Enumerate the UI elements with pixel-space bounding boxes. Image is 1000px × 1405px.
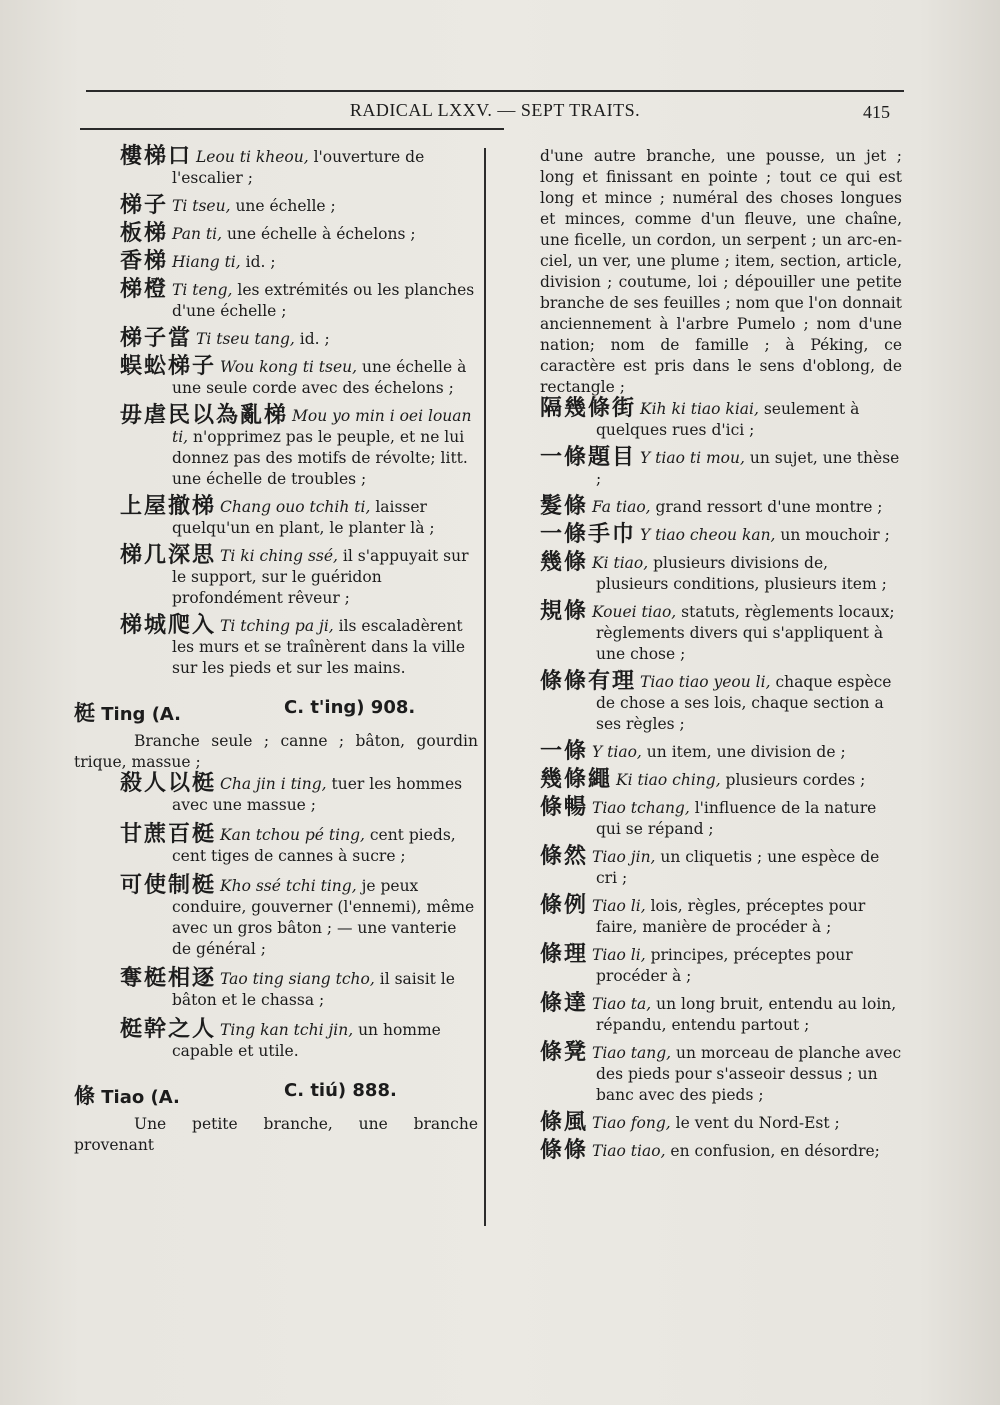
entry-hanzi: 梯几深思: [120, 543, 217, 568]
entry-definition: grand ressort d'une montre ;: [650, 498, 883, 516]
entry-hanzi: 條達: [540, 991, 589, 1016]
entry-romanization: Chang ouo tchih ti,: [220, 498, 371, 516]
entry-hanzi: 條條: [540, 1138, 589, 1163]
right-column: [540, 146, 902, 1162]
entry-romanization: Tiao fong,: [592, 1114, 671, 1132]
entry-romanization: Pan ti,: [172, 225, 223, 243]
dictionary-entry: [540, 447, 902, 490]
entry-definition: un cliquetis ; une espèce de cri ;: [596, 848, 880, 887]
ting-name: Ting (A.: [101, 704, 182, 725]
entry-definition: en confusion, en désordre;: [665, 1142, 880, 1160]
dictionary-entry: [540, 895, 902, 938]
entry-definition: une échelle à échelons ;: [222, 225, 416, 243]
entry-romanization: Tiao ta,: [592, 995, 652, 1013]
dictionary-entry: [74, 146, 478, 189]
left-column: [74, 146, 478, 1156]
tiao-description-continued: d'une autre branche, une pousse, un jet ; long et finissant en pointe ; tout ce qui est long et mince ; numéral des choses longues et minces, comme d'un fleuve, une chaîne, une ficelle, un cordon, un serpent ; un arc-en-ciel, un ver, une plume ; item, section, article, division ; coutume, loi ; dépouiller une petite branche de ses feuilles ; nom que l'on donnait anciennement à l'arbre Pumelo ; nom d'une nation; nom de famille ; à Péking, ce caractère est pris dans le sens d'oblong, de rectangle ;: [540, 147, 902, 396]
dictionary-entry: [74, 1019, 478, 1062]
entry-definition: n'opprimez pas le peuple, et ne lui donnez pas des motifs de révolte; litt. une échelle de troubles ;: [172, 428, 468, 488]
entry-definition: tuer les hommes avec une massue ;: [172, 775, 463, 814]
dictionary-entry: [540, 496, 902, 518]
entry-hanzi: 一條題目: [540, 445, 637, 470]
entry-hanzi: 條理: [540, 942, 589, 967]
dictionary-entry: [74, 968, 478, 1011]
entry-definition: l'influence de la nature qui se répand ;: [596, 799, 877, 838]
entry-hanzi: 幾條繩: [540, 767, 613, 792]
entry-hanzi: 條條有理: [540, 669, 637, 694]
dictionary-entry: [74, 223, 478, 245]
entry-definition: id. ;: [294, 330, 330, 348]
entry-definition: id. ;: [240, 253, 276, 271]
entry-definition: l'ouverture de l'escalier ;: [172, 148, 425, 187]
entry-hanzi: 甘蔗百梃: [120, 822, 217, 847]
entry-romanization: Y tiao cheou kan,: [640, 526, 776, 544]
entry-definition: une échelle ;: [230, 197, 336, 215]
right-entries: [540, 398, 902, 1162]
entry-definition: il s'appuyait sur le support, sur le guéridon profondément rêveur ;: [172, 547, 469, 607]
dictionary-entry: [74, 251, 478, 273]
entry-romanization: Leou ti kheou,: [196, 148, 309, 166]
entry-hanzi: 條凳: [540, 1040, 589, 1065]
dictionary-entry: [74, 356, 478, 399]
entry-hanzi: 條例: [540, 893, 589, 918]
dictionary-entry: [540, 769, 902, 791]
running-header: [86, 100, 904, 124]
entry-romanization: Tiao tiao yeou li,: [640, 673, 771, 691]
entry-definition: un sujet, une thèse ;: [596, 449, 900, 488]
tiao-name: Tiao (A.: [101, 1087, 180, 1108]
entry-romanization: Ki tiao,: [592, 554, 649, 572]
entry-romanization: Kho ssé tchi ting,: [220, 877, 357, 895]
entry-definition: statuts, règlements locaux; règlements divers qui s'appliquent à une chose ;: [596, 603, 895, 663]
entry-hanzi: 髮條: [540, 494, 589, 519]
entry-definition: un mouchoir ;: [775, 526, 890, 544]
entry-definition: seulement à quelques rues d'ici ;: [596, 400, 860, 439]
entry-hanzi: 梯子: [120, 193, 169, 218]
entry-hanzi: 幾條: [540, 550, 589, 575]
entry-definition: un homme capable et utile.: [172, 1021, 441, 1060]
entry-romanization: Tiao jin,: [592, 848, 656, 866]
left-entries: [74, 146, 478, 679]
entry-romanization: Ki tiao ching,: [616, 771, 721, 789]
entry-definition: principes, préceptes pour procéder à ;: [596, 946, 853, 985]
entry-hanzi: 上屋撤梯: [120, 494, 217, 519]
dictionary-entry: [540, 846, 902, 889]
entry-definition: ils escaladèrent les murs et se traînèrent dans la ville sur les pieds et sur les mains.: [172, 617, 466, 677]
tiao-hanzi: 條: [74, 1084, 95, 1108]
entry-hanzi: 殺人以梃: [120, 771, 217, 796]
page-number: 415: [863, 102, 890, 122]
tiao-code: C. tiú) 888.: [284, 1080, 397, 1101]
entry-hanzi: 樓梯口: [120, 144, 193, 169]
entry-romanization: Mou yo min i oei louan ti,: [172, 407, 472, 446]
dictionary-entry: [540, 1042, 902, 1106]
entry-definition: il saisit le bâton et le chassa ;: [172, 970, 455, 1009]
entry-hanzi: 可使制梃: [120, 873, 217, 898]
entry-romanization: Ti ki ching ssé,: [220, 547, 338, 565]
entry-hanzi: 香梯: [120, 249, 169, 274]
dictionary-entry: [540, 797, 902, 840]
dictionary-entry: [74, 405, 478, 490]
entry-romanization: Kan tchou pé ting,: [220, 826, 365, 844]
dictionary-entry: [540, 552, 902, 595]
entry-hanzi: 梯橙: [120, 277, 169, 302]
entry-romanization: Hiang ti,: [172, 253, 241, 271]
entry-romanization: Ti tseu,: [172, 197, 231, 215]
entry-hanzi: 一條手巾: [540, 522, 637, 547]
dictionary-entry: [74, 496, 478, 539]
entry-definition: les extrémités ou les planches d'une échelle ;: [172, 281, 475, 320]
dictionary-entry: [540, 944, 902, 987]
entry-romanization: Tao ting siang tcho,: [220, 970, 375, 988]
entry-romanization: Cha jin i ting,: [220, 775, 327, 793]
entry-definition: un item, une division de ;: [641, 743, 846, 761]
entry-hanzi: 梯子當: [120, 326, 193, 351]
dictionary-entry: [540, 601, 902, 665]
entry-romanization: Tiao li,: [592, 897, 646, 915]
entry-hanzi: 一條: [540, 739, 589, 764]
entry-romanization: Y tiao ti mou,: [640, 449, 745, 467]
dictionary-entry: [74, 773, 478, 816]
entry-hanzi: 條暢: [540, 795, 589, 820]
running-title: RADICAL LXXV. — SEPT TRAITS.: [349, 100, 641, 120]
ting-code: C. t'ing) 908.: [284, 697, 416, 718]
entry-definition: je peux conduire, gouverner (l'ennemi), même avec un gros bâton ; — une vanterie de général ;: [172, 877, 475, 958]
entry-hanzi: 梯城爬入: [120, 613, 217, 638]
ting-heading: [74, 697, 478, 725]
entry-definition: plusieurs cordes ;: [720, 771, 866, 789]
dictionary-entry: [540, 524, 902, 546]
dictionary-entry: [540, 993, 902, 1036]
entry-romanization: Tiao tchang,: [592, 799, 690, 817]
entry-romanization: Ti teng,: [172, 281, 233, 299]
tiao-description: Une petite branche, une branche provenant: [74, 1115, 478, 1154]
entry-definition: chaque espèce de chose a ses lois, chaque section a ses règles ;: [596, 673, 892, 733]
entry-romanization: Wou kong ti tseu,: [220, 358, 358, 376]
dictionary-entry: [74, 615, 478, 679]
entry-definition: le vent du Nord-Est ;: [670, 1114, 840, 1132]
entry-definition: laisser quelqu'un en plant, le planter là ;: [172, 498, 435, 537]
entry-romanization: Kih ki tiao kiai,: [640, 400, 759, 418]
ting-entries: [74, 773, 478, 1062]
entry-definition: un morceau de planche avec des pieds pour s'asseoir dessus ; un banc avec des pieds ;: [596, 1044, 902, 1104]
dictionary-entry: [74, 195, 478, 217]
entry-romanization: Tiao tang,: [592, 1044, 672, 1062]
entry-hanzi: 規條: [540, 599, 589, 624]
entry-definition: plusieurs divisions de, plusieurs conditions, plusieurs item ;: [596, 554, 887, 593]
entry-romanization: Tiao tiao,: [592, 1142, 666, 1160]
dictionary-entry: [540, 1112, 902, 1134]
entry-romanization: Kouei tiao,: [592, 603, 677, 621]
entry-definition: une échelle à une seule corde avec des échelons ;: [172, 358, 467, 397]
entry-definition: cent pieds, cent tiges de cannes à sucre ;: [172, 826, 456, 865]
header-rule-top: [86, 90, 904, 92]
entry-romanization: Ti tching pa ji,: [220, 617, 334, 635]
dictionary-entry: [74, 824, 478, 867]
header-rule-bottom: [80, 128, 504, 130]
column-divider: [484, 148, 486, 1226]
ting-hanzi: 梃: [74, 701, 95, 725]
tiao-heading: [74, 1080, 478, 1108]
entry-hanzi: 奪梃相逐: [120, 966, 217, 991]
entry-romanization: Ti tseu tang,: [196, 330, 295, 348]
entry-romanization: Tiao li,: [592, 946, 646, 964]
entry-definition: lois, règles, préceptes pour faire, manière de procéder à ;: [596, 897, 866, 936]
dictionary-entry: [540, 398, 902, 441]
ting-description: Branche seule ; canne ; bâton, gourdin trique, massue ;: [74, 732, 478, 771]
entry-romanization: Ting kan tchi jin,: [220, 1021, 354, 1039]
entry-hanzi: 條風: [540, 1110, 589, 1135]
entry-hanzi: 毋虐民以為亂梯: [120, 403, 289, 428]
entry-hanzi: 蜈蚣梯子: [120, 354, 217, 379]
entry-hanzi: 板梯: [120, 221, 169, 246]
dictionary-entry: [74, 328, 478, 350]
dictionary-entry: [540, 1140, 902, 1162]
dictionary-entry: [74, 545, 478, 609]
dictionary-entry: [540, 671, 902, 735]
dictionary-entry: [74, 279, 478, 322]
dictionary-entry: [74, 875, 478, 960]
entry-romanization: Y tiao,: [592, 743, 642, 761]
entry-hanzi: 條然: [540, 844, 589, 869]
entry-definition: un long bruit, entendu au loin, répandu, entendu partout ;: [596, 995, 897, 1034]
entry-hanzi: 梃幹之人: [120, 1017, 217, 1042]
dictionary-entry: [540, 741, 902, 763]
entry-romanization: Fa tiao,: [592, 498, 651, 516]
entry-hanzi: 隔幾條街: [540, 396, 637, 421]
